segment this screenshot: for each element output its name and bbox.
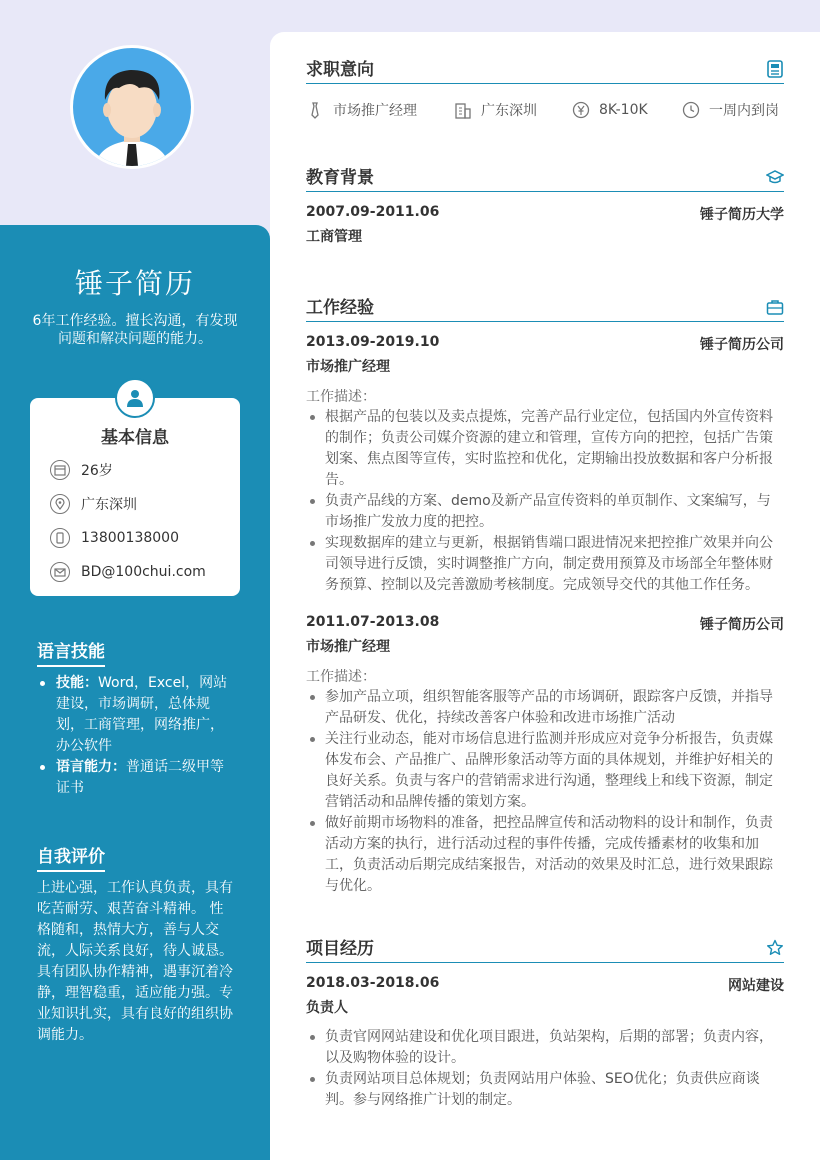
job-role: 市场推广经理: [306, 359, 390, 375]
phone-value: 13800138000: [81, 530, 179, 546]
building-icon: [454, 101, 472, 119]
age-row: [50, 459, 113, 481]
location-row: [50, 493, 137, 515]
self-eval-text: 上进心强，工作认真负责，具有吃苦耐劳、艰苦奋斗精神。 性格随和，热情大方，善与人交流，人际关系良好，待人诚恳。具有团队协作精神，遇事沉着冷静，理智稳重，适应能力强。专业知识扎实，具有良好的组织协调能力。: [37, 880, 233, 1043]
project-header: [306, 975, 784, 995]
job-desc-label: 工作描述：: [306, 669, 376, 685]
languages-heading: 语言技能: [37, 637, 105, 667]
education-title: 教育背景: [306, 168, 374, 188]
list-item: 负责产品线的方案、demo及新产品宣传资料的单页制作、文案编写，与市场推广发放力度的把控。: [306, 491, 778, 533]
location-pin-icon: [50, 494, 70, 514]
phone-row: [50, 527, 179, 549]
work-section-header: [306, 296, 784, 322]
list-item: 关注行业动态，能对市场信息进行监测并形成应对竞争分析报告，负责媒体发布会、产品推广、品牌形象活动等方面的具体规划，并维护好相关的良好关系。负责与客户的营销需求进行沟通，整理线上和线下资源，制定营销活动和品牌传播的策划方案。: [306, 729, 778, 813]
mail-icon: [50, 562, 70, 582]
email-row: [50, 561, 206, 583]
project-name: 网站建设: [728, 978, 784, 994]
project-role: 负责人: [306, 1000, 348, 1016]
job-1-header: [306, 334, 784, 354]
phone-icon: [50, 528, 70, 548]
job-period: 2013.09-2019.10: [306, 334, 440, 350]
basic-info-title: 基本信息: [101, 428, 169, 448]
education-school: 锤子简历大学: [700, 207, 784, 223]
job-desc-label: 工作描述：: [306, 389, 376, 405]
list-item: 负责网站项目总体规划；负责网站用户体验、SEO优化；负责供应商谈判。参与网络推广计划的制定。: [306, 1069, 778, 1111]
calendar-icon: [50, 460, 70, 480]
list-item: 根据产品的包装以及卖点提炼，完善产品行业定位，包括国内外宣传资料的制作；负责公司媒介资源的建立和管理，宣传方向的把控，包括广告策划案、焦点图等宣传，实时监控和优化，定期输出投放数据和客户分析报告。: [306, 407, 778, 491]
avatar: [70, 45, 194, 169]
candidate-summary: 6年工作经验。擅长沟通，有发现问题和解决问题的能力。: [32, 313, 238, 347]
intent-section-header: [306, 58, 784, 84]
tie-icon: [306, 101, 324, 119]
job-period: 2011.07-2013.08: [306, 614, 440, 630]
work-title: 工作经验: [306, 298, 374, 318]
projects-title: 项目经历: [306, 939, 374, 959]
age-value: 26岁: [81, 463, 113, 479]
list-item: 语言能力：普通话二级甲等证书: [37, 757, 237, 799]
job-company: 锤子简历公司: [700, 337, 784, 353]
list-item: 实现数据库的建立与更新，根据销售端口跟进情况来把控推广效果并向公司领导进行反馈，实时调整推广方向，制定费用预算及市场部全年整体财务预算、控制以及完善激励考核制度。完成领导交代的其他工作任务。: [306, 533, 778, 596]
intent-city: 广东深圳: [454, 99, 537, 121]
languages-list: [37, 673, 237, 799]
star-icon: [766, 939, 784, 957]
education-entry: [306, 204, 784, 224]
list-item: 做好前期市场物料的准备，把控品牌宣传和活动物料的设计和制作，负责活动方案的执行，进行活动过程的事件传播，完成传播素材的收集和加工，负责活动后期完成结案报告，对活动的效果及时汇总，进行效果跟踪与优化。: [306, 813, 778, 897]
education-major: 工商管理: [306, 229, 362, 245]
project-period: 2018.03-2018.06: [306, 975, 440, 991]
intent-availability: 一周内到岗: [682, 99, 779, 121]
user-icon: [115, 378, 155, 418]
document-icon: [766, 60, 784, 78]
yen-icon: [572, 101, 590, 119]
intent-title: 求职意向: [306, 60, 374, 80]
email-value: BD@100chui.com: [81, 564, 206, 580]
job-2-bullets: [306, 687, 778, 897]
list-item: 负责官网网站建设和优化项目跟进，负站架构，后期的部署；负责内容，以及购物体验的设计。: [306, 1027, 778, 1069]
avatar-illustration: [73, 48, 191, 166]
education-section-header: [306, 166, 784, 192]
briefcase-icon: [766, 298, 784, 316]
education-period: 2007.09-2011.06: [306, 204, 440, 220]
list-item: 技能：Word，Excel，网站建设，市场调研，总体规划，工商管理，网络推广，办公软件: [37, 673, 237, 757]
job-2-header: [306, 614, 784, 634]
intent-salary: 8K-10K: [572, 99, 648, 121]
intent-position: 市场推广经理: [306, 99, 417, 121]
graduation-cap-icon: [766, 168, 784, 186]
clock-icon: [682, 101, 700, 119]
location-value: 广东深圳: [81, 497, 137, 513]
list-item: 参加产品立项，组织智能客服等产品的市场调研，跟踪客户反馈，并指导产品研发、优化，持续改善客户体验和改进市场推广活动: [306, 687, 778, 729]
job-company: 锤子简历公司: [700, 617, 784, 633]
job-role: 市场推广经理: [306, 639, 390, 655]
project-bullets: [306, 1027, 778, 1111]
self-eval-heading: 自我评价: [37, 842, 105, 872]
job-1-bullets: [306, 407, 778, 596]
candidate-name: 锤子简历: [74, 267, 195, 300]
projects-section-header: [306, 937, 784, 963]
